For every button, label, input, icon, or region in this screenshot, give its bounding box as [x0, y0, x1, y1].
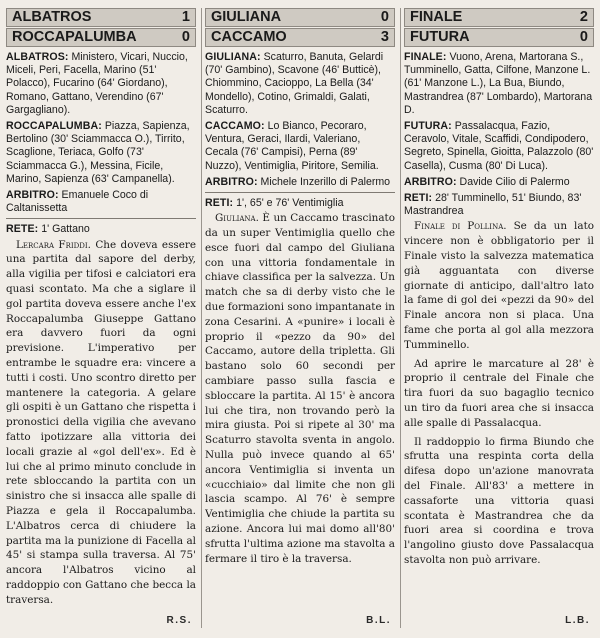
away-lineup — [6, 120, 196, 186]
goals-line — [6, 223, 196, 236]
author-initials: L.B. — [565, 615, 590, 626]
away-team-score — [205, 28, 395, 47]
goals-text: 28' Tumminello, 51' Biundo, 83' Mastrandrea — [404, 192, 582, 218]
home-score: 2 — [579, 9, 588, 25]
home-lineup — [205, 51, 395, 117]
article-paragraph: Giuliana. È un Caccamo trascinato da un super Ventimiglia quello che esce fuori dal campo del Giuliana con una vittoria fondamentale in chiave classifica per la salvezza. Un match che sa di derby visto che le due formazioni sono impantanate in zona Cesarini. A «punire» i locali è proprio il «pezzo da 90» del Caccamo, autore della tripletta. Gli bastano solo 60 secondi per cambiare passo sulla fascia e sbloccare la partita. Al 15' è ancora lui che tira, non trovando però la mira giusta. Poi si ripete al 30' ma Scaturro stavolta sventa in angolo. Nulla può invece quando al 65' ancora Ventimiglia si inventa un «cucchiaio» dal limite che non gli lascia scampo. Al 76' è sempre Ventimiglia che chiude la partita su azione. Ancora lui mai domo all'80' sfrutta l'ultima azione ma stavolta a fermare il tiro è la traversa. — [205, 212, 395, 565]
home-team-name: ALBATROS — [12, 9, 92, 25]
home-lineup — [6, 51, 196, 117]
divider — [205, 192, 395, 193]
match-report-giuliana-caccamo — [205, 8, 395, 630]
home-lineup-players: Vuono, Arena, Martorana S., Tumminello, Gatta, Cilfone, Manzone L. (61' Manzone L.), La Bua, Biundo, Mastrandrea (87' Lombardo), Martorana D. — [404, 51, 593, 116]
column-divider — [400, 8, 401, 628]
home-score: 1 — [181, 9, 190, 25]
away-lineup-players: Lo Bianco, Pecoraro, Ventura, Geraci, Ilardi, Valeriano, Cecala (76' Campisi), Perna (89' Nuzzo), Ventimiglia, Piritore, Semilia. — [205, 120, 379, 172]
referee-line — [404, 176, 594, 189]
home-lineup-label: GIULIANA: — [205, 51, 261, 63]
article-paragraph: Ad aprire le marcature al 28' è proprio il centrale del Finale che tira fuori da suo bagaglio tecnico un tiro da fuori area che si insacca alle spalle di Passalacqua. — [404, 357, 594, 429]
away-lineup-players: Passalacqua, Fazio, Ceravolo, Vitale, Scaffidi, Condipodero, Segreto, Spinella, Gioitta, Palazzolo (80' Casella), Cusma (80' Di Luca). — [404, 120, 594, 172]
home-lineup-players: Scaturro, Banuta, Gelardi (70' Gambino), Scavone (46' Butticè), Chiommino, Cacioppo, La Bella (34' Mondello), Cotino, Grimaldi, Galati, Scaturro. — [205, 51, 384, 116]
article-paragraph: Finale di Pollina. Se da un lato vincere non è obbligatorio per il Finale visto la salvezza matematica già agguantata con diverse giornate di anticipo, dall'altro lato la fame di gol dei «pezzi da 90» del Finale ancora non si placa. Una fame che porta al gol alla mezzora Tumminello. — [404, 220, 594, 351]
away-team-name: FUTURA — [410, 29, 470, 45]
referee-line — [205, 176, 395, 189]
goals-label: RETI: — [404, 192, 433, 205]
away-lineup — [404, 120, 594, 173]
author-initials: R.S. — [166, 615, 192, 626]
goals-label: RETI: — [205, 197, 234, 210]
article-paragraph: Lercara Friddi. Che doveva essere una partita dal sapore del derby, alla vigilia per tifosi e calciatori era quasi scontato. Ma che a siglare il gol partita doveva essere anche l'ex Roccapalumba Giuseppe Gattano era davvero fuori da ogni previsione. L'imperativo per entrambe le squadre era: vincere a tutti i costi. Uno scontro diretto per mantenere la categoria. A gelare gli ospiti è un Gattano che rispetta i pronostici della vigilia che avevano fatto ipotizzare alla vittoria dei locali grazie al «gol dell'ex». Ed è lui che al primo minuto conclude in rete sbloccando la partita con un sinistro che si insacca alle spalle di Piazza e gela il Roccapalumba. L'Albatros cerca di chiudere la partita ma la punizione di Facella al 45' si stampa sulla traversa. Al 75' ancora l'Albatros vicino al raddoppio con Gattano che becca la traversa. — [6, 238, 196, 606]
home-team-name: GIULIANA — [211, 9, 282, 25]
away-lineup-label: ROCCAPALUMBA: — [6, 120, 102, 133]
article-paragraph: Il raddoppio lo firma Biundo che sfrutta una respinta corta della difesa dopo un'azione manovrata del Finale. All'83' a mettere in cassaforte una vittoria quasi scontata è Mastrandrea che da fuori area si coordina e trova l'angolino giusto dove Passalacqua stavolta non può arrivare. — [404, 435, 594, 566]
goals-text: 1', 65' e 76' Ventimiglia — [236, 197, 344, 210]
dateline: Lercara Friddi. — [16, 238, 91, 251]
referee-label: ARBITRO: — [404, 175, 457, 188]
referee-name: Emanuele Coco di Caltanissetta — [6, 189, 149, 215]
away-score: 0 — [579, 29, 588, 45]
referee-line — [6, 189, 196, 215]
away-team-score — [404, 28, 594, 47]
referee-name: Michele Inzerillo di Palermo — [260, 175, 391, 188]
match-report-albatros-roccapalumba — [6, 8, 196, 630]
home-team-name: FINALE — [410, 9, 463, 25]
article-body — [205, 211, 395, 566]
goals-label: RETE: — [6, 223, 39, 236]
away-score: 3 — [380, 29, 389, 45]
away-lineup — [205, 120, 395, 173]
dateline: Finale di Pollina. — [414, 220, 507, 233]
divider — [6, 218, 196, 219]
away-lineup-players: Piazza, Sapienza, Bertolino (30' Sciammacca O.), Tirrito, Scaglione, Teriaca, Golfo (73' Sciammacca G.), Messina, Ficile, Marino, Sapienza (63' Campanella). — [6, 120, 190, 185]
away-score: 0 — [181, 29, 190, 45]
home-lineup-players: Ministero, Vicari, Nuccio, Miceli, Peri, Facella, Marino (51' Polacco), Fucarino (64' Giordano), Romano, Gattano, Verendino (67' Gargagliano). — [6, 51, 188, 116]
referee-label: ARBITRO: — [205, 175, 258, 188]
dateline: Giuliana. — [215, 212, 259, 225]
away-team-name: CACCAMO — [211, 29, 287, 45]
away-lineup-label: CACCAMO: — [205, 120, 265, 133]
home-team-score — [205, 8, 395, 27]
home-lineup-label: FINALE: — [404, 51, 447, 63]
goals-line — [404, 192, 594, 218]
article-body — [404, 219, 594, 567]
away-team-score — [6, 28, 196, 47]
home-lineup-label: ALBATROS: — [6, 51, 69, 63]
goals-line — [205, 197, 395, 210]
column-divider — [201, 8, 202, 628]
match-report-finale-futura — [404, 8, 594, 630]
home-lineup — [404, 51, 594, 117]
away-team-name: ROCCAPALUMBA — [12, 29, 137, 45]
home-team-score — [6, 8, 196, 27]
article-body — [6, 238, 196, 608]
away-lineup-label: FUTURA: — [404, 120, 452, 133]
author-initials: B.L. — [366, 615, 391, 626]
goals-text: 1' Gattano — [41, 223, 90, 236]
home-team-score — [404, 8, 594, 27]
home-score: 0 — [380, 9, 389, 25]
referee-name: Davide Cilio di Palermo — [459, 175, 570, 188]
referee-label: ARBITRO: — [6, 189, 59, 202]
